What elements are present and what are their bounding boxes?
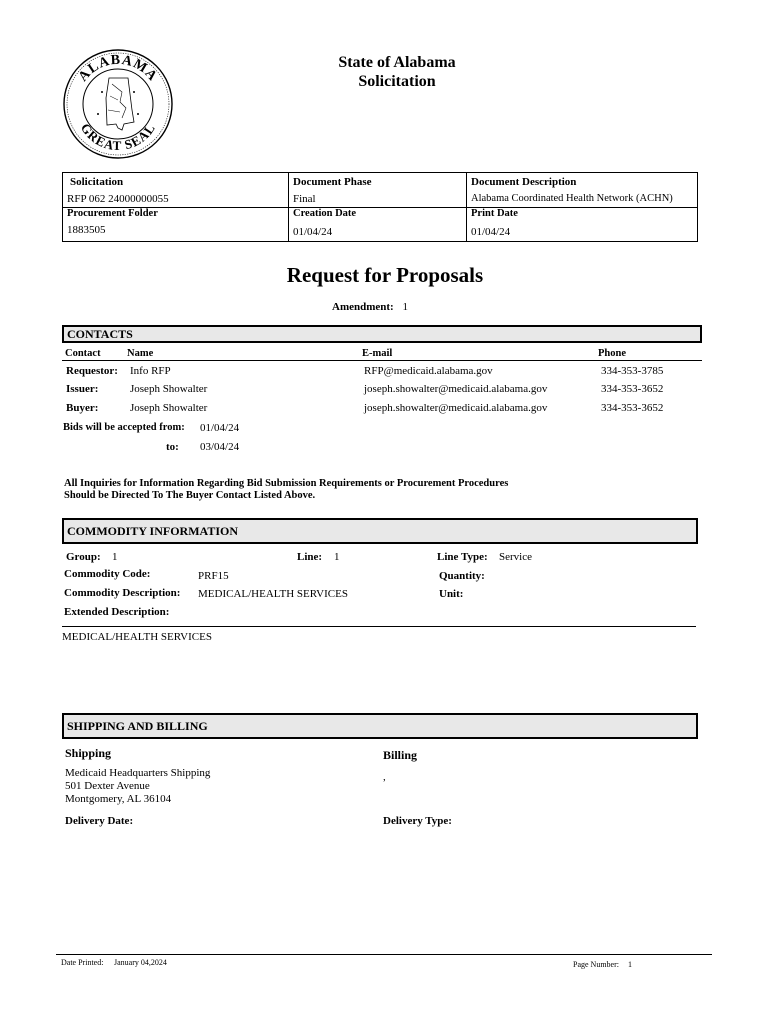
divider [62,360,702,361]
shipping-address-line1: Medicaid Headquarters Shipping [65,767,211,779]
document-title: Request for Proposals [286,263,484,287]
contact-phone: 334-353-3652 [601,383,664,395]
document-phase-value: Final [293,193,316,205]
line-value: 1 [334,551,340,563]
inquiries-notice-line1: All Inquiries for Information Regarding Bid Submission Requirements or Procurement Procedures [64,478,509,489]
quantity-label: Quantity: [439,570,485,582]
unit-label: Unit: [439,588,464,600]
bids-from-value: 01/04/24 [200,422,240,434]
commodity-description-value: MEDICAL/HEALTH SERVICES [198,588,348,600]
inquiries-notice-line2: Should be Directed To The Buyer Contact Listed Above. [64,490,316,501]
contact-email[interactable]: joseph.showalter@medicaid.alabama.gov [364,402,548,414]
bids-from-label: Bids will be accepted from: [63,422,185,433]
print-date-value: 01/04/24 [471,226,511,238]
creation-date-value: 01/04/24 [293,226,333,238]
contact-phone: 334-353-3652 [601,402,664,414]
amendment-value: 1 [402,301,408,313]
document-description-label: Document Description [471,176,577,188]
contact-role-requestor: Requestor: [66,365,118,377]
group-label: Group: [66,551,101,563]
contact-role-buyer: Buyer: [66,402,99,414]
shipping-address-line3: Montgomery, AL 36104 [65,793,172,805]
page-number-value: 1 [628,960,632,969]
delivery-date-label: Delivery Date: [65,815,134,827]
billing-address: , [383,771,386,783]
solicitation-info-table [62,172,698,242]
document-description-value: Alabama Coordinated Health Network (ACHN) [471,193,673,204]
contact-email[interactable]: RFP@medicaid.alabama.gov [364,365,493,377]
svg-text:ALABAMA: ALABAMA [75,52,161,85]
commodity-section-header: COMMODITY INFORMATION [62,518,698,544]
amendment [332,301,408,313]
email-column-header: E-mail [362,348,393,359]
procurement-folder-label: Procurement Folder [67,208,158,219]
commodity-code-label: Commodity Code: [64,568,151,580]
date-printed-value: January 04,2024 [114,958,167,967]
delivery-type-label: Delivery Type: [383,815,452,827]
amendment-label: Amendment: [332,301,394,313]
extended-description-value: MEDICAL/HEALTH SERVICES [62,631,212,643]
phone-column-header: Phone [598,348,627,359]
contact-role-issuer: Issuer: [66,383,99,395]
divider [62,626,696,627]
contact-name: Joseph Showalter [130,383,208,395]
page-title-state: State of Alabama [338,54,456,71]
shipping-billing-section-header: SHIPPING AND BILLING [62,713,698,739]
contacts-section-header: CONTACTS [62,325,702,343]
procurement-folder-value: 1883505 [67,224,106,236]
billing-label: Billing [383,748,418,762]
line-label: Line: [297,551,323,563]
contact-name: Info RFP [130,365,171,377]
line-type-label: Line Type: [437,551,488,563]
contact-phone: 334-353-3785 [601,365,664,377]
commodity-code-value: PRF15 [198,570,229,582]
svg-text:GREAT SEAL: GREAT SEAL [77,120,159,154]
print-date-label: Print Date [471,208,518,219]
shipping-address-line2: 501 Dexter Avenue [65,780,150,792]
solicitation-label: Solicitation [70,176,124,188]
document-phase-label: Document Phase [293,176,372,188]
contact-email[interactable]: joseph.showalter@medicaid.alabama.gov [364,383,548,395]
bids-to-label: to: [166,441,179,453]
contact-column-header: Contact [65,348,101,359]
page-number-label: Page Number: [573,960,619,969]
shipping-label: Shipping [65,746,112,760]
solicitation-value: RFP 062 24000000055 [67,193,169,205]
date-printed-label: Date Printed: [61,958,104,967]
bids-to-value: 03/04/24 [200,441,240,453]
commodity-description-label: Commodity Description: [64,587,181,599]
extended-description-label: Extended Description: [64,606,170,618]
footer-divider [56,954,712,955]
group-value: 1 [112,551,118,563]
page-title-solicitation: Solicitation [358,73,436,90]
contact-name: Joseph Showalter [130,402,208,414]
creation-date-label: Creation Date [293,208,357,219]
name-column-header: Name [127,348,154,359]
divider [63,207,697,208]
line-type-value: Service [499,551,532,563]
